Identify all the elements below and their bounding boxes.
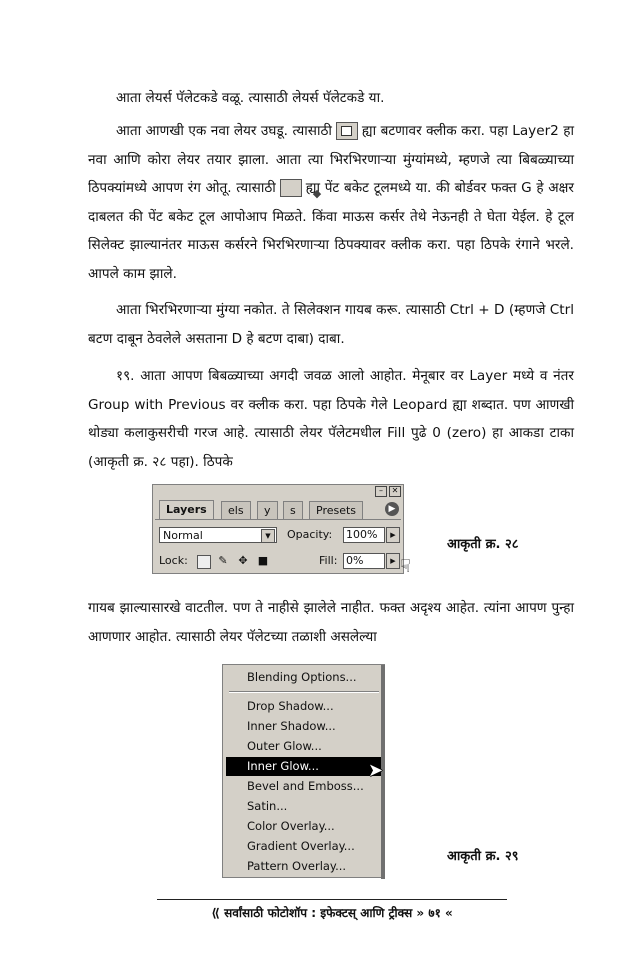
new-layer-icon [336,122,358,140]
figure-28-caption: आकृती क्र. २८ [447,537,519,552]
opacity-label: Opacity: [287,528,333,541]
menu-item-outer-glow[interactable]: Outer Glow... [247,739,322,753]
menu-separator [229,691,379,693]
close-icon[interactable]: ✕ [389,486,401,497]
palette-menu-icon[interactable]: ▶ [385,502,399,516]
palette-tabs [155,499,401,520]
figure-29-caption: आकृती क्र. २९ [447,849,519,864]
hand-cursor-icon: ☟ [400,556,411,577]
paint-bucket-icon [280,179,302,197]
blend-row [159,527,399,545]
menu-item-blending-options[interactable]: Blending Options... [247,670,357,684]
paragraph-3: आता भिरभिरणाऱ्या मुंग्या नकोत. ते सिलेक्शन गायब करू. त्यासाठी Ctrl + D (म्हणजे Ctrl बटण दाबून ठेवलेले असताना D हे बटण दाबा) दाबा. [88,302,574,347]
blend-mode-select[interactable] [159,527,277,543]
opacity-slider-button[interactable]: ▶ [386,527,400,543]
tab-history[interactable]: y [257,501,278,519]
footer-divider [157,899,507,900]
blend-mode-value: Normal [163,529,203,542]
layers-palette [152,484,404,574]
paragraph-2-part-3: ह्या पेंट बकेट टूलमध्ये या. की बोर्डवर फक्त G हे अक्षर दाबलत की पेंट बकेट टूल आपोआप मिळते. किंवा माऊस कर्सर तेथे नेऊनही ते घेता येईल. हे टूल सिलेक्ट झाल्यानंतर माऊस कर्सरने भिरभिरणाऱ्या ठिपक्यावर क्लीक करा. पहा ठिपके रंगाने भरले. आपले काम झाले. [88,180,574,282]
lock-transparency-icon[interactable] [197,555,211,569]
tab-layers[interactable]: Layers [159,500,214,519]
tab-channels[interactable]: els [221,501,251,519]
page-footer [157,904,507,921]
paragraph-2 [88,117,574,288]
paragraph-2-part-1: आता आणखी एक नवा लेयर उघडू. त्यासाठी [116,123,332,139]
chevron-down-icon[interactable]: ▼ [261,529,275,543]
layer-style-menu [222,664,385,878]
page-number: ७१ [428,906,441,920]
paragraph-1: आता लेयर्स पॅलेटकडे वळू. त्यासाठी लेयर्स पॅलेटकडे या. [116,90,385,106]
tab-presets[interactable]: Presets [309,501,363,519]
menu-item-bevel-emboss[interactable]: Bevel and Emboss... [247,779,364,793]
tab-actions[interactable]: s [283,501,303,519]
footer-left-mark: ⟪ [211,906,220,920]
lock-all-icon[interactable]: ■ [257,554,269,567]
paragraph-5: गायब झाल्यासारखे वाटतील. पण ते नाहीसे झालेले नाहीत. फक्त अदृश्य आहेत. त्यांना आपण पुन्हा आणणार आहोत. त्यासाठी लेयर पॅलेटच्या तळाशी असलेल्या [88,600,574,645]
mouse-pointer-icon: ➤ [368,760,384,781]
minimize-icon[interactable]: – [375,486,387,497]
palette-titlebar [153,485,403,497]
lock-brush-icon[interactable]: ✎ [218,554,228,567]
opacity-input[interactable]: 100% [343,527,385,543]
lock-row [159,553,399,571]
menu-item-inner-glow[interactable]: Inner Glow... [226,757,381,776]
menu-item-satin[interactable]: Satin... [247,799,288,813]
menu-item-inner-shadow[interactable]: Inner Shadow... [247,719,336,733]
lock-move-icon[interactable]: ✥ [238,554,248,567]
fill-input[interactable]: 0% [343,553,385,569]
paragraph-2-part-2: ह्या बटणावर क्लीक करा. पहा Layer2 हा नवा आणि कोरा लेयर तयार झाला. आता त्या भिरभिरणाऱ्या मुंग्यांमध्ये, म्हणजे त्या बिबळ्याच्या ठिपक्यांमध्ये आपण रंग ओतू. त्यासाठी [88,123,574,196]
fill-slider-button[interactable]: ▶ [386,553,400,569]
footer-arrows-icon: » [416,906,425,920]
lock-label: Lock: [159,554,188,567]
menu-item-color-overlay[interactable]: Color Overlay... [247,819,335,833]
footer-title: सर्वांसाठी फोटोशॉप : इफेक्टस् आणि ट्रीक्स [224,906,413,920]
footer-right-mark: « [445,906,453,920]
fill-label: Fill: [319,554,338,567]
menu-item-gradient-overlay[interactable]: Gradient Overlay... [247,839,355,853]
paragraph-4: १९. आता आपण बिबळ्याच्या अगदी जवळ आलो आहोत. मेनूबार वर Layer मध्ये व नंतर Group with Previous वर क्लीक करा. पहा ठिपके गेले Leopard ह्या शब्दात. पण आणखी थोड्या कलाकुसरीची गरज आहे. त्यासाठी लेयर पॅलेटमधील Fill पुढे 0 (zero) हा आकडा टाका (आकृती क्र. २८ पहा). ठिपके [88,368,574,470]
menu-item-drop-shadow[interactable]: Drop Shadow... [247,699,334,713]
menu-item-pattern-overlay[interactable]: Pattern Overlay... [247,859,347,873]
